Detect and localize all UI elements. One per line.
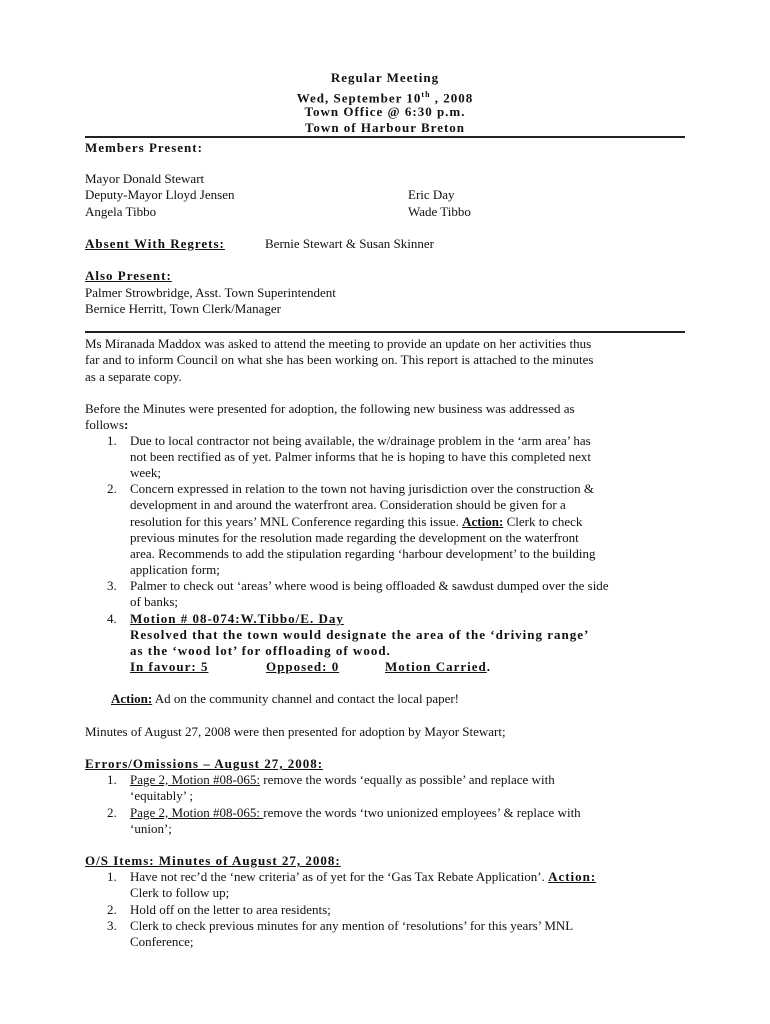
meeting-location: Town Office @ 6:30 p.m. [304, 104, 466, 119]
list-item-text: ‘union’; [130, 821, 172, 836]
errors-omissions-heading: Errors/Omissions – August 27, 2008: [85, 756, 324, 771]
absent-names: Bernie Stewart & Susan Skinner [265, 236, 434, 251]
action-label: Action: [111, 691, 153, 706]
member-name: Eric Day [408, 187, 455, 202]
list-item-text: Have not rec’d the ‘new criteria’ as of yet for the ‘Gas Tax Rebate Application’. Action: [130, 869, 597, 884]
maddox-paragraph-line: as a separate copy. [85, 369, 182, 384]
vote-in-favour: In favour: 5 [130, 659, 209, 674]
list-item-text: Concern expressed in relation to the town not having jurisdiction over the construction & [130, 481, 594, 496]
list-item-text: Clerk to check previous minutes for any mention of ‘resolutions’ for this years’ MNL [130, 918, 574, 933]
also-present-item: Palmer Strowbridge, Asst. Town Superintendent [85, 285, 336, 300]
header-divider [85, 136, 685, 138]
maddox-paragraph-line: Ms Miranada Maddox was asked to attend the meeting to provide an update on her activities thus [85, 336, 592, 351]
members-present-heading: Members Present: [85, 140, 203, 155]
list-item-text: Page 2, Motion #08-065: remove the words ‘two unionized employees’ & replace with [130, 805, 581, 820]
member-name: Mayor Donald Stewart [85, 171, 205, 186]
action-line: Action: Ad on the community channel and contact the local paper! [111, 691, 460, 706]
list-number: 3. [107, 918, 117, 933]
section-divider [85, 331, 685, 333]
motion-carried: Motion Carried. [385, 659, 491, 674]
list-number: 4. [107, 611, 117, 626]
list-number: 2. [107, 805, 117, 820]
list-item-text: Conference; [130, 934, 194, 949]
list-item-text: Hold off on the letter to area residents; [130, 902, 331, 917]
list-item-text: not been rectified as of yet. Palmer informs that he is hoping to have this completed next [130, 449, 592, 464]
list-item-text: Clerk to follow up; [130, 885, 230, 900]
action-label: Action: [462, 514, 504, 529]
absent-heading: Absent With Regrets: [85, 236, 225, 251]
list-number: 2. [107, 902, 117, 917]
list-number: 1. [107, 433, 117, 448]
meeting-title: Regular Meeting [330, 70, 440, 85]
list-item-text: Page 2, Motion #08-065: remove the words ‘equally as possible’ and replace with [130, 772, 555, 787]
member-name: Wade Tibbo [408, 204, 471, 219]
list-number: 2. [107, 481, 117, 496]
also-present-heading: Also Present: [85, 268, 172, 283]
vote-opposed: Opposed: 0 [266, 659, 340, 674]
list-item-text: area. Recommends to add the stipulation regarding ‘harbour development’ to the building [130, 546, 596, 561]
meeting-date: Wed, September 10th , 2008 [296, 90, 474, 106]
list-item-text: resolution for this years’ MNL Conference regarding this issue. Action: Clerk to check [130, 514, 583, 529]
list-item-text: previous minutes for the resolution made regarding the development on the waterfront [130, 530, 579, 545]
list-number: 3. [107, 578, 117, 593]
list-item-text: Palmer to check out ‘areas’ where wood is being offloaded & sawdust dumped over the side [130, 578, 609, 593]
list-item-text: ‘equitably’ ; [130, 788, 193, 803]
list-item-text: application form; [130, 562, 220, 577]
list-item-text: week; [130, 465, 162, 480]
also-present-item: Bernice Herritt, Town Clerk/Manager [85, 301, 281, 316]
list-number: 1. [107, 772, 117, 787]
motion-number: Motion # 08-074:W.Tibbo/E. Day [130, 611, 344, 626]
list-number: 1. [107, 869, 117, 884]
new-business-intro: Before the Minutes were presented for adoption, the following new business was addressed as [85, 401, 575, 416]
member-name: Deputy-Mayor Lloyd Jensen [85, 187, 235, 202]
os-items-heading: O/S Items: Minutes of August 27, 2008: [85, 853, 341, 868]
maddox-paragraph-line: far and to inform Council on what she has been working on. This report is attached to the minutes [85, 352, 594, 367]
list-item-text: of banks; [130, 594, 179, 609]
list-item-text: Due to local contractor not being available, the w/drainage problem in the ‘arm area’ has [130, 433, 591, 448]
action-label: Action: [548, 869, 597, 884]
member-name: Angela Tibbo [85, 204, 157, 219]
town-name: Town of Harbour Breton [304, 120, 466, 135]
resolution-text: Resolved that the town would designate the area of the ‘driving range’ [130, 627, 590, 642]
new-business-intro: follows: [85, 417, 129, 432]
resolution-text: as the ‘wood lot’ for offloading of wood. [130, 643, 391, 658]
list-item-text: development in and around the waterfront area. Consideration should be given for a [130, 497, 566, 512]
minutes-adoption-line: Minutes of August 27, 2008 were then presented for adoption by Mayor Stewart; [85, 724, 506, 739]
